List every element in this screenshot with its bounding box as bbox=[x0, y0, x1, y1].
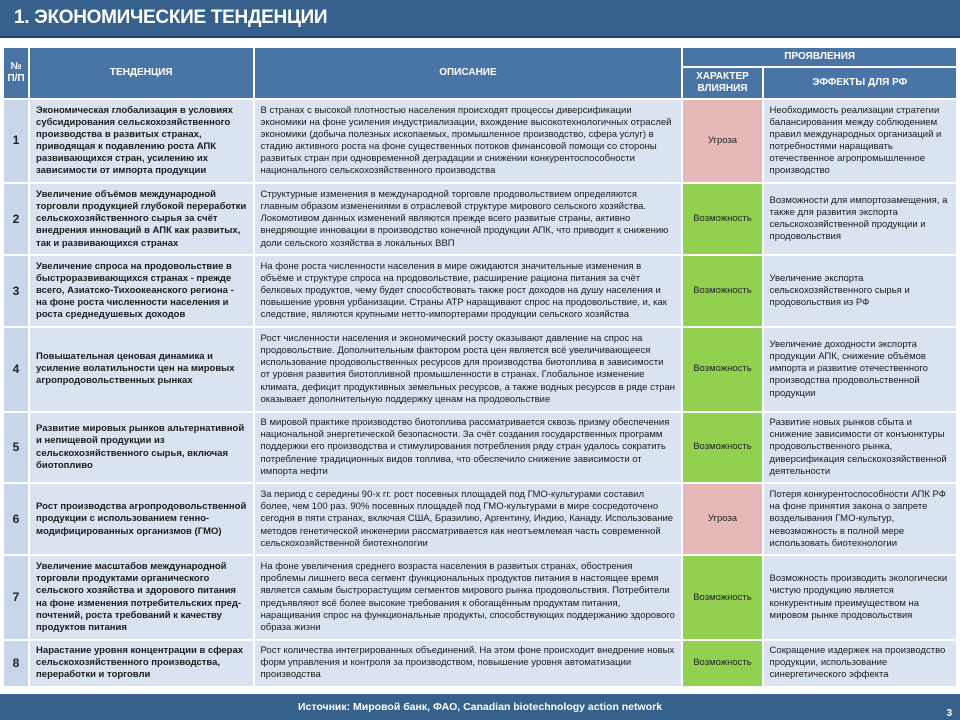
description-cell: За период с середины 90-х гг. рост посевных площадей под ГМО-культурами составил более, чем 100 раз. 90% посевных площадей под ГМО-культурами в мире сосредоточено сегодня в пяти странах, включая США, Бразилию, Аргентину, Индию, Канаду. Использование методов генетической инженерии рассматривается как неотъемлемая часть современной сельскохозяйственной биотехнологии bbox=[254, 483, 683, 555]
description-cell: Структурные изменения в международной торговле продовольствием определяются главным образом изменениями в отраслевой структуре мирового сельского хозяйства. Локомотивом данных изменений являются прежде всего развитые страны, активно внедряющие инновации в производство конечной продукции АПК, что приводит к снижению доли сельского хозяйства в локальных ВВП bbox=[254, 183, 683, 255]
slide-title-bar bbox=[0, 0, 960, 38]
table-header bbox=[3, 47, 957, 99]
row-number: 2 bbox=[3, 183, 29, 255]
header-character: ХАРАКТЕР ВЛИЯНИЯ bbox=[682, 67, 762, 99]
header-tendency: ТЕНДЕНЦИЯ bbox=[29, 47, 253, 99]
tendency-cell: Увеличение спроса на продовольствие в быстроразвивающихся странах - прежде всего, Азиатско-Тихоокеанского региона - на фоне роста численности населения и роста среднедушевых доходов bbox=[29, 255, 253, 327]
effects-cell: Необходимость реализации стратегии балансирования между соблюдением правил международных организаций и потребностями наращивать отечественное агропромышленное производство bbox=[763, 99, 957, 183]
row-number: 3 bbox=[3, 255, 29, 327]
page-title: 1. ЭКОНОМИЧЕСКИЕ ТЕНДЕНЦИИ bbox=[14, 7, 328, 28]
character-badge: Возможность bbox=[682, 255, 762, 327]
tendency-cell: Нарастание уровня концентрации в сферах сельскохозяйственного производства, переработки и торговли bbox=[29, 640, 253, 687]
table-row bbox=[3, 555, 957, 639]
header-manifestations: ПРОЯВЛЕНИЯ bbox=[682, 47, 957, 67]
trends-table-container bbox=[0, 38, 960, 692]
character-badge: Угроза bbox=[682, 99, 762, 183]
table-row bbox=[3, 483, 957, 555]
effects-cell: Сокращение издержек на производство продукции, использование синергетического эффекта bbox=[763, 640, 957, 687]
tendency-cell: Увеличение объёмов международной торговли продукцией глубокой переработки сельскохозяйственного сырья за счёт внедрения инноваций в АПК как развитых, так и развивающихся странах bbox=[29, 183, 253, 255]
tendency-cell: Развитие мировых рынков альтернативной и непищевой продукции из сельскохозяйственного сырья, включая биотопливо bbox=[29, 412, 253, 484]
effects-cell: Возможности для импортозамещения, а также для развития экспорта сельскохозяйственной продукции и продовольствия bbox=[763, 183, 957, 255]
character-badge: Возможность bbox=[682, 640, 762, 687]
tendency-cell: Экономическая глобализация в условиях субсидирования сельскохозяйственного производства в развитых странах, приводящая к подавлению роста АПК развивающихся стран, усилению их зависимости от импорта продукции bbox=[29, 99, 253, 183]
table-row bbox=[3, 99, 957, 183]
description-cell: Рост численности населения и экономический росту оказывают давление на спрос на продовольствие. Дополнительным фактором роста цен является всё увеличивающееся использование продовольственных ресурсов для производства биотоплива в зависимости от уровня развития биотопливной промышленности в странах. Глобальное изменение климата, дефицит продуктивных земельных ресурсов, а также водных ресурсов в ряде стран оказывает дополнительную поддержку ценам на продовольствие bbox=[254, 327, 683, 411]
row-number: 5 bbox=[3, 412, 29, 484]
slide-footer bbox=[0, 692, 960, 720]
header-num: № П/П bbox=[3, 47, 29, 99]
table-row bbox=[3, 183, 957, 255]
table-row bbox=[3, 412, 957, 484]
description-cell: В странах с высокой плотностью населения происходят процессы диверсификации экономики на фоне усиления индустриализации, вхождение высокотехнологичных отраслей экономики (добыча полезных ископаемых, промышленное производство, сфера услуг) в стадию активного роста на фоне существенных потоков финансовой помощи со стороны развитых стран при одновременной деградации и снижении конкурентоспособности национального сельскохозяйственного производства bbox=[254, 99, 683, 183]
row-number: 8 bbox=[3, 640, 29, 687]
tendency-cell: Повышательная ценовая динамика и усиление волатильности цен на мировых агропродовольственных рынках bbox=[29, 327, 253, 411]
effects-cell: Потеря конкурентоспособности АПК РФ на фоне принятия закона о запрете возделывания ГМО-культур, невозможность в полной мере использовать биотехнологии bbox=[763, 483, 957, 555]
source-text: Источник: Мировой банк, ФАО, Canadian biotechnology action network bbox=[297, 701, 663, 713]
tendency-cell: Увеличение масштабов международной торговли продуктами органического сельского хозяйства и здорового питания на фоне изменения потребительских пред-почтений, роста требований к качеству продуктов питания bbox=[29, 555, 253, 639]
description-cell: В мировой практике производство биотоплива рассматривается сквозь призму обеспечения национальной энергетической безопасности. За счёт создания государственных программ поддержки его производства и стимулирования потребления ряду стран удалось сократить потребление традиционных видов топлива, что обеспечило снижение зависимости от импорта нефти bbox=[254, 412, 683, 484]
character-badge: Возможность bbox=[682, 183, 762, 255]
table-row bbox=[3, 255, 957, 327]
tendency-cell: Рост производства агропродовольственной продукции с использованием генно-модифицированных организмов (ГМО) bbox=[29, 483, 253, 555]
header-description: ОПИСАНИЕ bbox=[254, 47, 683, 99]
description-cell: На фоне увеличения среднего возраста населения в развитых странах, обострения проблемы лишнего веса сегмент функциональных продуктов питания в настоящее время является самым быстрорастущим сегментов мирового рынка продовольствия. Потребители предъявляют всё более высокие требования к обогащённым продуктам питания, наращивания спрос на функциональные продукты, способствующих поддержанию здорового образа жизни bbox=[254, 555, 683, 639]
table-row bbox=[3, 640, 957, 687]
row-number: 7 bbox=[3, 555, 29, 639]
description-cell: На фоне роста численности населения в мире ожидаются значительные изменения в объёме и структуре спроса на продовольствие, расширение рациона питания за счёт белковых продуктов, чему будет способствовать также рост доходов на душу населения и повышение уровня урбанизации. Страны АТР наращивают спрос на продовольствие, и, как следствие, являются крупными нетто-импортерами продукции сельского хозяйства bbox=[254, 255, 683, 327]
character-badge: Возможность bbox=[682, 412, 762, 484]
effects-cell: Увеличение доходности экспорта продукции АПК, снижение объёмов импорта и развитие отечественного производства продовольственной продукции bbox=[763, 327, 957, 411]
economic-trends-table bbox=[2, 46, 958, 688]
page-number: 3 bbox=[946, 708, 952, 719]
row-number: 6 bbox=[3, 483, 29, 555]
effects-cell: Развитие новых рынков сбыта и снижение зависимости от конъюнктуры продовольственного рынка, диверсификация сельскохозяйственной деятельности bbox=[763, 412, 957, 484]
character-badge: Угроза bbox=[682, 483, 762, 555]
effects-cell: Возможность производить экологически чистую продукцию является конкурентным преимуществом на мировом рынке продовольствия bbox=[763, 555, 957, 639]
character-badge: Возможность bbox=[682, 327, 762, 411]
description-cell: Рост количества интегрированных объединений. На этом фоне происходит внедрение новых форм управления и контроля за производством, повышение уровня автоматизации производства bbox=[254, 640, 683, 687]
row-number: 4 bbox=[3, 327, 29, 411]
row-number: 1 bbox=[3, 99, 29, 183]
character-badge: Возможность bbox=[682, 555, 762, 639]
header-effects: ЭФФЕКТЫ ДЛЯ РФ bbox=[763, 67, 957, 99]
effects-cell: Увеличение экспорта сельскохозяйственного сырья и продовольствия из РФ bbox=[763, 255, 957, 327]
table-row bbox=[3, 327, 957, 411]
